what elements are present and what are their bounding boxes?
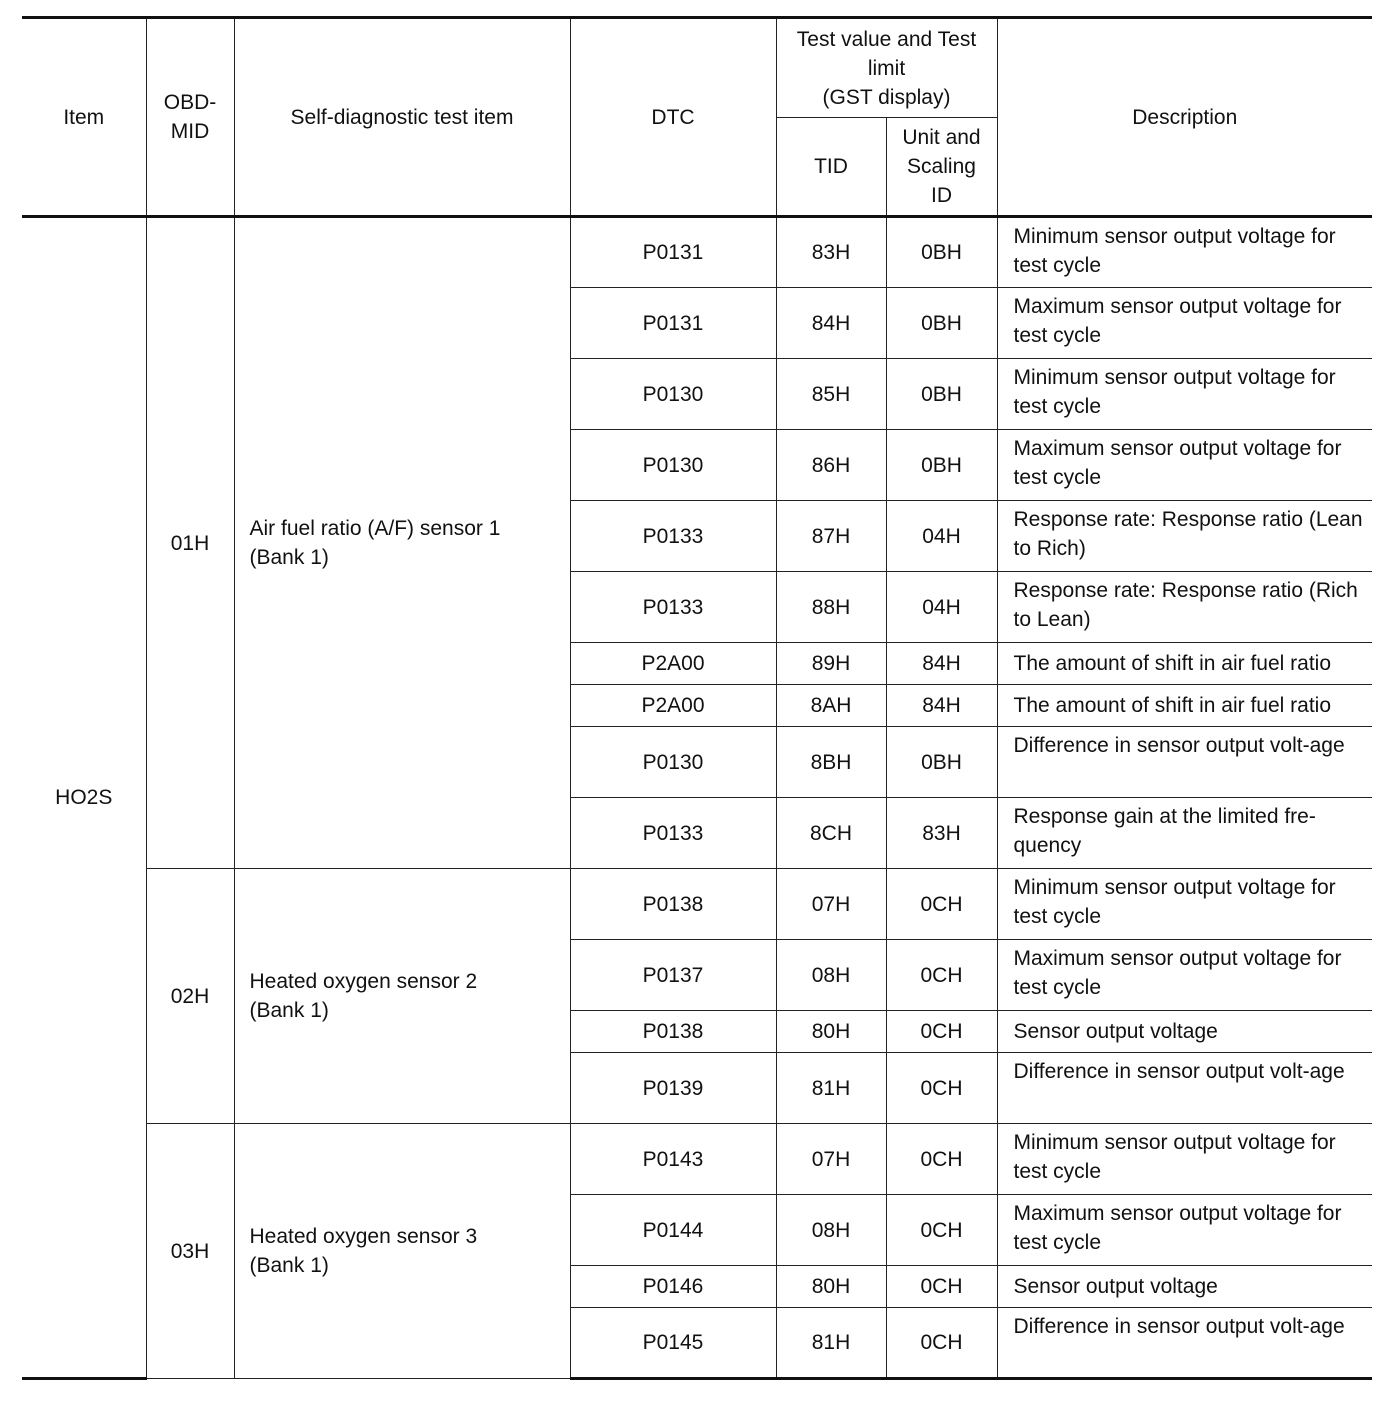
unit-scaling-cell: 84H <box>886 643 997 685</box>
tid-cell: 81H <box>776 1308 886 1379</box>
unit-scaling-cell: 0CH <box>886 1011 997 1053</box>
obd-mid-cell: 03H <box>146 1124 234 1379</box>
test-item-cell: Heated oxygen sensor 3 (Bank 1) <box>234 1124 570 1379</box>
dtc-cell: P0131 <box>570 288 776 359</box>
description-cell: Response rate: Response ratio (Rich to Lean) <box>997 572 1372 643</box>
obd-mid-table-container <box>22 16 1372 1380</box>
dtc-cell: P2A00 <box>570 643 776 685</box>
header-tid: TID <box>776 118 886 217</box>
table-row <box>22 217 1372 288</box>
header-self-diagnostic-test-item: Self-diagnostic test item <box>234 18 570 217</box>
tid-cell: 08H <box>776 940 886 1011</box>
header-dtc: DTC <box>570 18 776 217</box>
tid-cell: 07H <box>776 869 886 940</box>
description-cell: The amount of shift in air fuel ratio <box>997 643 1372 685</box>
unit-scaling-cell: 83H <box>886 798 997 869</box>
tid-cell: 8AH <box>776 685 886 727</box>
unit-scaling-cell: 04H <box>886 501 997 572</box>
obd-mid-cell: 01H <box>146 217 234 869</box>
tid-cell: 89H <box>776 643 886 685</box>
tid-cell: 81H <box>776 1053 886 1124</box>
unit-scaling-cell: 0CH <box>886 1053 997 1124</box>
dtc-cell: P0133 <box>570 501 776 572</box>
header-description: Description <box>997 18 1372 217</box>
table-row <box>22 869 1372 940</box>
unit-scaling-cell: 0CH <box>886 1308 997 1379</box>
description-cell: Response rate: Response ratio (Lean to Rich) <box>997 501 1372 572</box>
test-item-cell: Heated oxygen sensor 2 (Bank 1) <box>234 869 570 1124</box>
header-item: Item <box>22 18 146 217</box>
description-cell: Minimum sensor output voltage for test cycle <box>997 217 1372 288</box>
header-test-value-and-limit: Test value and Test limit (GST display) <box>776 18 997 118</box>
description-cell: Difference in sensor output volt-age <box>997 1308 1372 1379</box>
description-cell: Sensor output voltage <box>997 1266 1372 1308</box>
description-cell: The amount of shift in air fuel ratio <box>997 685 1372 727</box>
unit-scaling-cell: 0BH <box>886 430 997 501</box>
dtc-cell: P0131 <box>570 217 776 288</box>
item-cell: HO2S <box>22 217 146 1379</box>
unit-scaling-cell: 0BH <box>886 727 997 798</box>
description-cell: Sensor output voltage <box>997 1011 1372 1053</box>
test-item-cell: Air fuel ratio (A/F) sensor 1 (Bank 1) <box>234 217 570 869</box>
tid-cell: 87H <box>776 501 886 572</box>
tid-cell: 07H <box>776 1124 886 1195</box>
unit-scaling-cell: 0CH <box>886 940 997 1011</box>
description-cell: Minimum sensor output voltage for test cycle <box>997 359 1372 430</box>
dtc-cell: P0133 <box>570 572 776 643</box>
dtc-cell: P0130 <box>570 727 776 798</box>
dtc-cell: P0144 <box>570 1195 776 1266</box>
tid-cell: 8CH <box>776 798 886 869</box>
dtc-cell: P0138 <box>570 869 776 940</box>
tid-cell: 8BH <box>776 727 886 798</box>
dtc-cell: P0133 <box>570 798 776 869</box>
tid-cell: 86H <box>776 430 886 501</box>
dtc-cell: P0145 <box>570 1308 776 1379</box>
tid-cell: 83H <box>776 217 886 288</box>
unit-scaling-cell: 0CH <box>886 1266 997 1308</box>
table-row <box>22 1124 1372 1195</box>
table-body <box>22 217 1372 1379</box>
dtc-cell: P0130 <box>570 430 776 501</box>
tid-cell: 80H <box>776 1011 886 1053</box>
header-obd-mid: OBD- MID <box>146 18 234 217</box>
tid-cell: 08H <box>776 1195 886 1266</box>
tid-cell: 88H <box>776 572 886 643</box>
obd-mid-cell: 02H <box>146 869 234 1124</box>
description-cell: Difference in sensor output volt-age <box>997 727 1372 798</box>
unit-scaling-cell: 0BH <box>886 217 997 288</box>
dtc-cell: P0130 <box>570 359 776 430</box>
tid-cell: 85H <box>776 359 886 430</box>
dtc-cell: P0146 <box>570 1266 776 1308</box>
description-cell: Maximum sensor output voltage for test cycle <box>997 940 1372 1011</box>
description-cell: Minimum sensor output voltage for test cycle <box>997 1124 1372 1195</box>
unit-scaling-cell: 84H <box>886 685 997 727</box>
dtc-cell: P0143 <box>570 1124 776 1195</box>
unit-scaling-cell: 0BH <box>886 359 997 430</box>
header-unit-scaling-id: Unit and Scaling ID <box>886 118 997 217</box>
unit-scaling-cell: 04H <box>886 572 997 643</box>
description-cell: Maximum sensor output voltage for test cycle <box>997 430 1372 501</box>
tid-cell: 80H <box>776 1266 886 1308</box>
unit-scaling-cell: 0CH <box>886 1195 997 1266</box>
description-cell: Maximum sensor output voltage for test cycle <box>997 288 1372 359</box>
unit-scaling-cell: 0CH <box>886 869 997 940</box>
dtc-cell: P0137 <box>570 940 776 1011</box>
description-cell: Difference in sensor output volt-age <box>997 1053 1372 1124</box>
tid-cell: 84H <box>776 288 886 359</box>
unit-scaling-cell: 0BH <box>886 288 997 359</box>
dtc-cell: P0138 <box>570 1011 776 1053</box>
description-cell: Response gain at the limited fre-quency <box>997 798 1372 869</box>
obd-mid-table <box>22 16 1372 1380</box>
dtc-cell: P0139 <box>570 1053 776 1124</box>
description-cell: Maximum sensor output voltage for test cycle <box>997 1195 1372 1266</box>
description-cell: Minimum sensor output voltage for test cycle <box>997 869 1372 940</box>
dtc-cell: P2A00 <box>570 685 776 727</box>
unit-scaling-cell: 0CH <box>886 1124 997 1195</box>
